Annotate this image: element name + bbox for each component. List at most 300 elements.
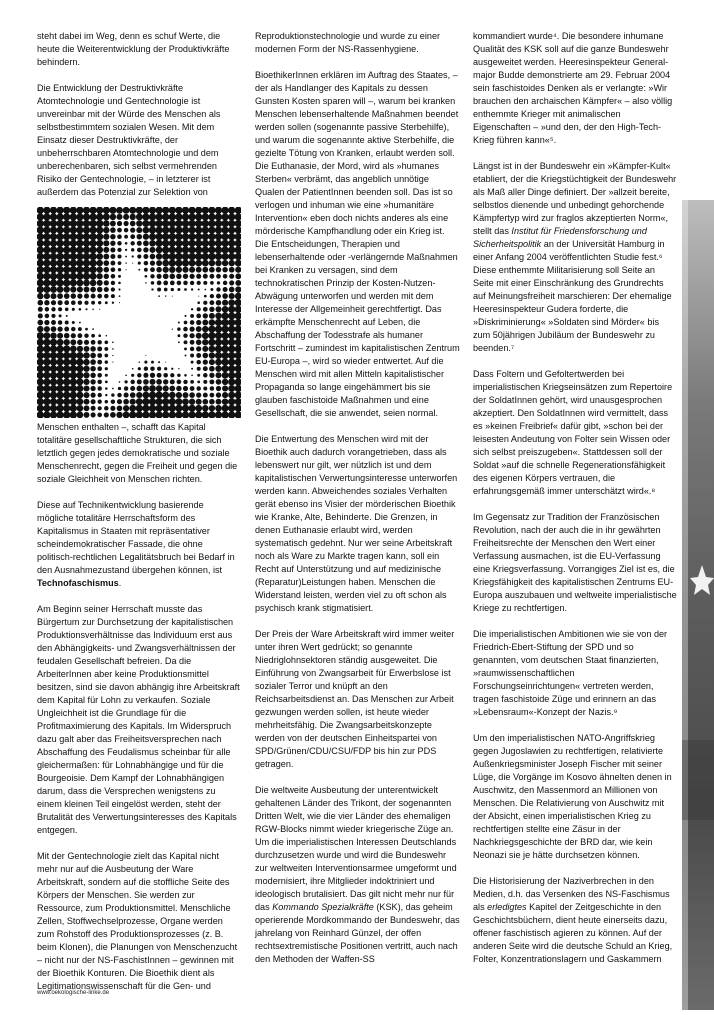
halftone-dot: [139, 361, 141, 363]
halftone-dot: [63, 391, 70, 398]
halftone-dot: [229, 274, 234, 279]
halftone-dot: [209, 300, 214, 305]
halftone-dot: [84, 412, 90, 418]
halftone-dot: [203, 366, 208, 371]
halftone-dot: [103, 240, 109, 246]
halftone-dot: [202, 240, 209, 247]
halftone-dot: [191, 368, 193, 370]
halftone-dot: [143, 379, 149, 385]
halftone-dot: [84, 399, 90, 405]
halftone-dot: [103, 227, 109, 233]
halftone-dot: [50, 279, 57, 286]
halftone-dot: [175, 411, 182, 418]
halftone-dot: [83, 273, 90, 280]
halftone-dot: [235, 352, 241, 359]
halftone-dot: [221, 325, 228, 332]
halftone-dot: [76, 365, 83, 372]
halftone-dot: [70, 286, 76, 292]
halftone-dot: [162, 220, 169, 227]
halftone-dot: [202, 339, 208, 345]
paragraph: [473, 160, 678, 355]
halftone-dot: [84, 287, 90, 293]
halftone-dot: [51, 300, 56, 305]
halftone-dot: [177, 380, 182, 385]
halftone-dot: [76, 233, 83, 240]
halftone-dot: [209, 379, 214, 384]
halftone-dot: [89, 233, 96, 240]
halftone-dot: [89, 259, 96, 266]
halftone-dot: [195, 213, 202, 220]
halftone-dot: [178, 368, 179, 369]
halftone-dot: [215, 345, 222, 352]
halftone-dot: [163, 373, 168, 378]
halftone-dot: [43, 213, 50, 220]
halftone-dot: [215, 306, 221, 312]
halftone-dot: [203, 307, 208, 312]
halftone-dot: [64, 293, 70, 299]
halftone-dot: [228, 372, 235, 379]
halftone-dot: [76, 279, 83, 286]
halftone-dot: [90, 266, 97, 273]
halftone-dot: [235, 372, 241, 379]
halftone-dot: [103, 254, 109, 260]
halftone-dot: [44, 326, 50, 332]
halftone-dot: [130, 214, 136, 220]
halftone-dot: [210, 393, 215, 398]
halftone-dot: [235, 358, 241, 365]
halftone-dot: [50, 411, 57, 418]
halftone-dot: [202, 226, 209, 233]
halftone-dot: [197, 301, 200, 304]
halftone-dot: [215, 233, 222, 240]
halftone-dot: [76, 385, 83, 392]
halftone-dot: [111, 281, 115, 285]
halftone-dot: [229, 280, 234, 285]
halftone-dot: [202, 405, 208, 411]
halftone-dot: [43, 279, 50, 286]
halftone-dot: [76, 246, 83, 253]
halftone-dot: [145, 355, 146, 356]
halftone-dot: [83, 253, 90, 260]
halftone-dot: [106, 335, 108, 337]
halftone-dot: [162, 226, 169, 233]
halftone-dot: [79, 322, 81, 324]
halftone-dot: [77, 398, 84, 405]
halftone-dot: [37, 326, 43, 332]
paragraph: Dass Foltern und Gefoltertwerden bei imperialistischen Kriegseinsätzen zum Repertoire der SoldatInnen gehört, wird unausgesprochen akzeptiert. Den SoldatInnen wird vermittelt, dass es »keinen Freibrief« dafür gibt, »schon bei der leisesten Andeutung von Folter sein Wissen oder sich selbst preiszugeben«. Stattdessen soll der Soldat »auf die schnelle Regenerationsfähigkeit des eigenen Körpers vertrauen, die erfahrungsgemäß immer unterschätzt wird«.⁸: [473, 369, 673, 496]
halftone-dot: [197, 281, 201, 285]
halftone-dot: [84, 340, 89, 345]
halftone-dot: [37, 345, 44, 352]
halftone-dot: [90, 287, 96, 293]
halftone-dot: [131, 241, 135, 245]
halftone-dot: [202, 399, 208, 405]
photo-strip-icon: [682, 200, 714, 1010]
halftone-dot: [202, 213, 209, 220]
halftone-dot: [162, 213, 169, 220]
halftone-dot: [142, 207, 149, 214]
halftone-dot: [169, 213, 176, 220]
halftone-dot: [91, 340, 96, 345]
halftone-dot: [216, 300, 222, 306]
halftone-dot: [71, 293, 76, 298]
halftone-dot: [183, 380, 187, 384]
halftone-dot: [150, 254, 156, 260]
halftone-dot: [96, 226, 103, 233]
halftone-dot: [208, 339, 215, 346]
halftone-dot: [98, 400, 102, 404]
halftone-dot: [169, 405, 176, 412]
halftone-dot: [169, 233, 176, 240]
halftone-dot: [195, 411, 202, 418]
emphasis: Institut für Friedensforschung und Sicherheitspolitik: [473, 226, 647, 249]
halftone-dot: [37, 372, 44, 379]
halftone-dot: [190, 386, 195, 391]
halftone-dot: [223, 281, 227, 285]
halftone-dot: [228, 312, 235, 319]
halftone-dot: [63, 385, 70, 392]
halftone-dot: [169, 226, 176, 233]
halftone-dot: [196, 333, 202, 339]
halftone-dot: [90, 346, 96, 352]
halftone-dot: [92, 328, 94, 330]
halftone-dot: [228, 260, 234, 266]
halftone-dot: [56, 220, 63, 227]
halftone-dot: [196, 320, 201, 325]
halftone-dot: [162, 411, 169, 418]
halftone-dot: [156, 379, 162, 385]
halftone-dot: [215, 359, 222, 366]
halftone-dot: [56, 391, 63, 398]
halftone-dot: [130, 392, 136, 398]
halftone-dot: [56, 240, 63, 247]
halftone-dot: [143, 234, 149, 240]
halftone-dot: [57, 333, 63, 339]
halftone-dot: [158, 295, 160, 297]
halftone-dot: [156, 267, 162, 273]
halftone-dot: [175, 207, 182, 214]
halftone-dot: [118, 275, 121, 278]
halftone-dot: [155, 391, 162, 398]
halftone-dot: [56, 358, 63, 365]
halftone-dot: [182, 233, 189, 240]
halftone-dot: [56, 259, 63, 266]
halftone-dot: [188, 226, 195, 233]
halftone-dot: [182, 411, 189, 418]
halftone-dot: [150, 274, 154, 278]
halftone-dot: [209, 319, 216, 326]
halftone-dot: [209, 260, 216, 267]
halftone-dot: [163, 267, 169, 273]
halftone-dot: [150, 366, 155, 371]
halftone-dot: [104, 406, 109, 411]
halftone-dot: [149, 385, 156, 392]
halftone-dot: [142, 405, 149, 412]
halftone-dot: [97, 373, 102, 378]
text-column-2: [255, 30, 460, 979]
halftone-dot: [175, 260, 182, 267]
halftone-dot: [183, 327, 188, 332]
halftone-dot: [84, 346, 90, 352]
halftone-dot: [117, 228, 122, 233]
halftone-dot: [37, 398, 44, 405]
halftone-dot: [221, 345, 228, 352]
halftone-dot: [169, 386, 175, 392]
halftone-dot: [182, 240, 189, 247]
halftone-dot: [43, 352, 50, 359]
halftone-dot: [118, 387, 121, 390]
halftone-dot: [112, 348, 114, 350]
halftone-dot: [125, 242, 128, 245]
halftone-dot: [104, 274, 109, 279]
halftone-dot: [43, 345, 50, 352]
halftone-dot: [209, 274, 214, 279]
halftone-dot: [235, 246, 241, 253]
halftone-dot: [77, 333, 82, 338]
halftone-dot: [84, 405, 90, 411]
halftone-dot: [105, 400, 108, 403]
halftone-dot: [51, 320, 56, 325]
halftone-dot: [177, 281, 182, 286]
halftone-dot: [43, 246, 50, 253]
halftone-dot: [76, 259, 83, 266]
halftone-dot: [98, 301, 101, 304]
halftone-dot: [155, 411, 162, 418]
halftone-dot: [37, 266, 44, 273]
halftone-dot: [221, 207, 228, 214]
halftone-dot: [63, 405, 70, 412]
halftone-dot: [235, 299, 241, 306]
paragraph-text: (KSK), das geheim operierende Mordkommando der Bundeswehr, das jahrelang von Reinhard Günzel, der offen rechtsextremistische Positionen vertritt, auch nach den Methoden der Waffen-SS: [255, 902, 460, 964]
halftone-dot: [63, 246, 70, 253]
halftone-dot: [63, 279, 70, 286]
halftone-dot: [56, 233, 63, 240]
halftone-dot: [157, 288, 161, 292]
halftone-dot: [175, 398, 182, 405]
halftone-dot: [204, 289, 206, 291]
halftone-dot: [145, 282, 147, 284]
halftone-dot: [169, 246, 176, 253]
halftone-dot: [56, 246, 63, 253]
halftone-dot: [195, 405, 202, 412]
halftone-dot: [196, 267, 202, 273]
halftone-dot: [178, 322, 180, 324]
halftone-dot: [63, 372, 70, 379]
halftone-dot: [170, 379, 175, 384]
halftone-dot: [76, 392, 83, 399]
halftone-dot: [124, 393, 129, 398]
halftone-dot: [70, 346, 77, 353]
halftone-dot: [196, 274, 201, 279]
halftone-dot: [56, 345, 63, 352]
halftone-dot: [104, 287, 109, 292]
halftone-dot: [71, 327, 75, 331]
halftone-dot: [119, 295, 121, 297]
halftone-dot: [223, 274, 228, 279]
halftone-dot: [118, 268, 121, 271]
halftone-dot: [163, 273, 169, 279]
halftone-dot: [198, 296, 199, 297]
halftone-dot: [203, 393, 208, 398]
halftone-dot: [89, 220, 96, 227]
halftone-dot: [63, 398, 70, 405]
halftone-dot: [43, 240, 50, 247]
halftone-dot: [178, 341, 180, 343]
halftone-dot: [117, 234, 122, 239]
halftone-dot: [37, 352, 44, 359]
halftone-dot: [129, 405, 136, 412]
halftone-dot: [103, 213, 110, 220]
halftone-dot: [63, 213, 70, 220]
halftone-dot: [164, 288, 168, 292]
halftone-dot: [43, 207, 50, 214]
halftone-dot: [228, 226, 235, 233]
halftone-dot: [104, 267, 110, 273]
paragraph-text: Diese auf Technikentwicklung basierende mögliche totalitäre Herrschaftsform des Kapitalismus in Staaten mit repräsentativer scheindemokratischer Fassade, die ohne politisch-rechtlichen Legalitätsbruch bei Bedarf in den Ausnahmezustand übergehen können, ist: [37, 500, 235, 575]
halftone-dot: [89, 246, 96, 253]
halftone-dot: [37, 233, 44, 240]
halftone-dot: [215, 260, 221, 266]
halftone-dot: [109, 207, 116, 214]
halftone-dot: [118, 288, 120, 290]
halftone-dot: [38, 313, 43, 318]
halftone-dot: [156, 260, 162, 266]
halftone-dot: [56, 365, 63, 372]
halftone-dot: [188, 213, 195, 220]
halftone-dot: [184, 321, 188, 325]
halftone-dot: [195, 260, 202, 267]
halftone-dot: [195, 207, 202, 214]
halftone-dot: [228, 365, 235, 372]
halftone-dot: [210, 386, 215, 391]
halftone-dot: [191, 361, 194, 364]
halftone-dot: [76, 273, 83, 280]
halftone-dot: [123, 207, 130, 214]
halftone-dot: [116, 207, 123, 214]
halftone-dot: [149, 213, 156, 220]
halftone-dot: [63, 358, 70, 365]
halftone-dot: [43, 273, 50, 280]
halftone-dot: [105, 381, 108, 384]
halftone-dot: [125, 262, 126, 263]
halftone-dot: [110, 261, 115, 266]
halftone-dot: [235, 398, 241, 405]
halftone-dot: [72, 308, 75, 311]
halftone-dot: [63, 233, 70, 240]
halftone-dot: [222, 392, 228, 398]
halftone-dot: [63, 253, 70, 260]
halftone-dot: [210, 288, 213, 291]
halftone-dot: [56, 411, 63, 418]
halftone-dot: [210, 281, 214, 285]
halftone-dot: [196, 314, 201, 319]
halftone-dot: [155, 240, 162, 247]
halftone-dot: [76, 266, 83, 273]
halftone-dot: [149, 398, 156, 405]
halftone-dot: [37, 213, 44, 220]
halftone-dot: [235, 240, 241, 247]
halftone-dot: [216, 399, 222, 405]
halftone-dot: [188, 246, 195, 253]
halftone-dot: [50, 286, 57, 293]
paragraph-text: Die weltweite Ausbeutung der unterentwickelt gehaltenen Länder des Trikont, der sogenannten Dritten Welt, wie die vier Länder des ehemaligen RGW-Blocks nimmt wieder kriegerische Züge an. Um die imperialistischen Interessen Deutschlands durchzusetzen wurde und wird die Bundeswehr zur weltweiten Interventionsarmee umgeformt und modernisiert, ihre Mitglieder indoktriniert und ideologisch brutalisiert. Das gilt nicht mehr nur für das: [255, 785, 457, 912]
halftone-dot: [202, 411, 209, 418]
halftone-dot: [190, 347, 194, 351]
halftone-dot: [111, 274, 116, 279]
halftone-dot: [143, 227, 150, 234]
halftone-dot: [215, 207, 222, 214]
technofaschismus-term: Technofaschismus: [37, 578, 119, 588]
halftone-dot: [142, 392, 149, 399]
halftone-dot: [216, 274, 221, 279]
paragraph: Die imperialistischen Ambitionen wie sie von der Friedrich-Ebert-Stiftung der SPD und so genannten, vom deutschen Staat finanzierten, »raumwissenschaftlichen Forschungseinrichtungen« vertreten werden, tragen faschistoide Züge und erinnern an das »Lebensraum«-Konzept der Nazis.⁹: [473, 629, 668, 717]
halftone-dot: [189, 405, 196, 412]
halftone-dot: [202, 326, 208, 332]
halftone-dot: [97, 294, 102, 299]
halftone-dot: [228, 411, 235, 418]
halftone-dot: [132, 263, 133, 264]
halftone-dot: [235, 411, 241, 418]
halftone-dot: [70, 411, 77, 418]
halftone-dot: [235, 325, 241, 332]
halftone-dot: [228, 213, 235, 220]
halftone-dot: [96, 207, 103, 214]
halftone-dot: [151, 281, 155, 285]
halftone-dot: [228, 392, 235, 399]
halftone-dot: [138, 262, 141, 265]
halftone-dot: [197, 307, 201, 311]
halftone-dot: [222, 293, 228, 299]
halftone-dot: [91, 393, 96, 398]
halftone-dot: [105, 367, 108, 370]
halftone-dot: [235, 293, 241, 300]
halftone-dot: [228, 352, 235, 359]
halftone-dot: [118, 261, 122, 265]
halftone-dot: [203, 281, 207, 285]
halftone-dot: [97, 380, 102, 385]
halftone-dot: [130, 386, 135, 391]
halftone-dot: [151, 288, 153, 290]
halftone-dot: [158, 361, 160, 363]
halftone-dot: [50, 333, 56, 339]
halftone-dot: [37, 253, 44, 260]
halftone-dot: [209, 346, 216, 353]
halftone-dot: [228, 299, 235, 306]
halftone-dot: [50, 259, 57, 266]
halftone-dot: [162, 240, 169, 247]
halftone-dot: [169, 220, 176, 227]
halftone-dot: [235, 253, 241, 260]
halftone-dot: [97, 273, 103, 279]
halftone-dot: [222, 253, 229, 260]
halftone-dot: [50, 358, 57, 365]
halftone-dot: [149, 405, 156, 412]
halftone-dot: [144, 261, 149, 266]
halftone-dot: [105, 360, 108, 363]
halftone-dot: [63, 259, 70, 266]
paragraph: Am Beginn seiner Herrschaft musste das Bürgertum zur Durchsetzung der kapitalistischen Produktionsverhältnisse das Individuum erst aus den Abhängigkeits- und Zwangsverhältnissen der feudalen Gesellschaft befreien. Da die ArbeiterInnen aber keine Produktionsmittel besitzen, sind sie davon abhängig ihre Arbeitskraft dem Kapital für Lohn zu verkaufen. Soziale Ungleichheit ist die Grundlage für die Profitmaximierung des Kapitals. Im Widerspruch dazu galt aber das Freiheitsversprechen nach Abschaffung des Feudalismus scheinbar für alle gleichermaßen: für Lohnabhängige und für die Bourgeoisie. Dem Kampf der Lohnabhängigen darum, dass die Versprechen wenigstens zu einem kleinen Teil eingelöst werden, steht der Brutalität des Verwertungsinteresses des Kapitals entgegen.: [37, 604, 240, 835]
halftone-dot: [208, 246, 215, 253]
halftone-dot: [91, 294, 96, 299]
halftone-dot: [185, 355, 187, 357]
halftone-dot: [44, 332, 51, 339]
halftone-dot: [235, 207, 241, 214]
halftone-dot: [43, 226, 50, 233]
paragraph-text: .: [118, 578, 122, 588]
halftone-dot: [111, 267, 116, 272]
halftone-dot: [97, 386, 101, 390]
halftone-dot: [65, 321, 69, 325]
